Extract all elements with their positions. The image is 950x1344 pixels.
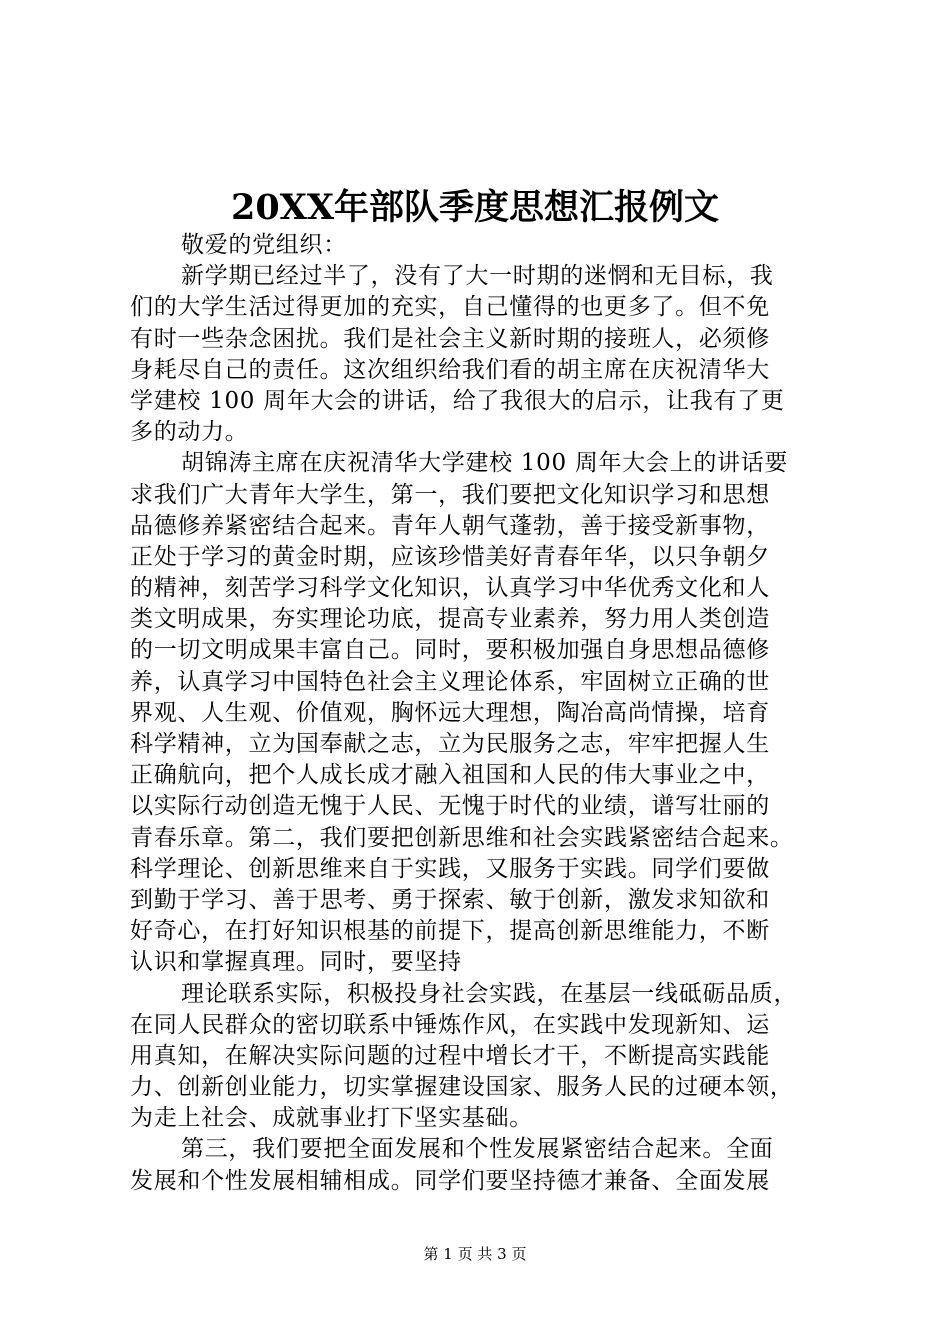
text-line: 求我们广大青年大学生，第一，我们要把文化知识学习和思想 — [130, 481, 770, 508]
page-footer: 第 1 页 共 3 页 — [423, 1245, 527, 1263]
text-line: 第三，我们要把全面发展和个性发展紧密结合起来。全面 — [181, 1136, 774, 1163]
text-line: 好奇心，在打好知识根基的前提下，提高创新思维能力，不断 — [130, 918, 770, 945]
text-line: 科学理论、创新思维来自于实践，又服务于实践。同学们要做 — [130, 855, 770, 882]
text-line: 多的动力。 — [130, 419, 249, 446]
text-line: 身耗尽自己的责任。这次组织给我们看的胡主席在庆祝清华大 — [130, 356, 770, 383]
text-line: 养，认真学习中国特色社会主义理论体系，牢固树立正确的世 — [130, 668, 770, 695]
text-line: 正确航向，把个人成长成才融入祖国和人民的伟大事业之中， — [130, 762, 770, 789]
text-line: 青春乐章。第二，我们要把创新思维和社会实践紧密结合起来。 — [130, 824, 794, 851]
text-line: 用真知，在解决实际问题的过程中增长才干，不断提高实践能 — [130, 1042, 770, 1069]
text-line: 理论联系实际，积极投身社会实践，在基层一线砥砺品质， — [181, 980, 798, 1007]
text-line: 有时一些杂念困扰。我们是社会主义新时期的接班人，必须修 — [130, 325, 770, 352]
text-line: 的精神，刻苦学习科学文化知识，认真学习中华优秀文化和人 — [130, 575, 770, 602]
document-title: 20XX年部队季度思想汇报例文 — [230, 187, 720, 228]
text-line: 到勤于学习、善于思考、勇于探索、敏于创新，激发求知欲和 — [130, 886, 770, 913]
text-line: 品德修养紧密结合起来。青年人朝气蓬勃，善于接受新事物， — [130, 512, 770, 539]
text-line: 以实际行动创造无愧于人民、无愧于时代的业绩，谱写壮丽的 — [130, 793, 770, 820]
text-line: 新学期已经过半了，没有了大一时期的迷惘和无目标，我 — [181, 263, 774, 290]
text-line: 们的大学生活过得更加的充实，自己懂得的也更多了。但不免 — [130, 294, 770, 321]
document-body — [130, 230, 830, 1197]
text-line: 学建校 100 周年大会的讲话，给了我很大的启示，让我有了更 — [130, 387, 785, 414]
text-line: 界观、人生观、价值观，胸怀远大理想，陶冶高尚情操，培育 — [130, 699, 770, 726]
text-line: 正处于学习的黄金时期，应该珍惜美好青春年华，以只争朝夕 — [130, 543, 770, 570]
text-line: 敬爱的党组织： — [181, 232, 347, 258]
text-line: 认识和掌握真理。同时，要坚持 — [130, 949, 462, 976]
text-line: 为走上社会、成就事业打下坚实基础。 — [130, 1105, 533, 1132]
text-line: 类文明成果，夯实理论功底，提高专业素养，努力用人类创造 — [130, 606, 770, 633]
text-line: 在同人民群众的密切联系中锤炼作风，在实践中发现新知、运 — [130, 1011, 770, 1038]
text-line: 胡锦涛主席在庆祝清华大学建校 100 周年大会上的讲话要 — [181, 450, 789, 477]
text-line: 发展和个性发展相辅相成。同学们要坚持德才兼备、全面发展 — [130, 1167, 770, 1194]
text-line: 科学精神，立为国奉献之志，立为民服务之志，牢牢把握人生 — [130, 731, 770, 757]
text-line: 力、创新创业能力，切实掌握建设国家、服务人民的过硬本领， — [130, 1074, 794, 1101]
text-line: 的一切文明成果丰富自己。同时，要积极加强自身思想品德修 — [130, 637, 770, 664]
